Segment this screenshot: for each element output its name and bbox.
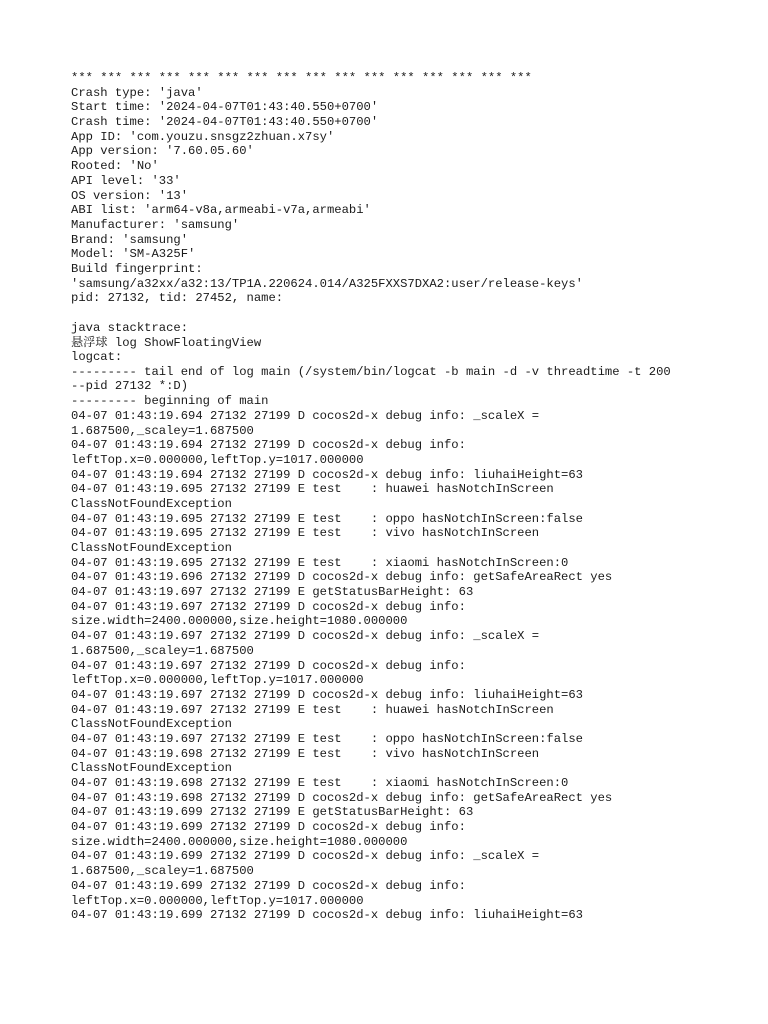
crash-header xyxy=(71,71,761,306)
header-line: App version: '7.60.05.60' xyxy=(71,144,254,159)
log-line: 04-07 01:43:19.698 27132 27199 E test : vivo hasNotchInScreen xyxy=(71,746,540,761)
header-line: App ID: 'com.youzu.snsgz2zhuan.x7sy' xyxy=(71,129,335,144)
log-line: 04-07 01:43:19.699 27132 27199 D cocos2d-x debug info: xyxy=(71,878,466,893)
log-line: 04-07 01:43:19.699 27132 27199 D cocos2d-x debug info: xyxy=(71,820,466,835)
log-line: leftTop.x=0.000000,leftTop.y=1017.000000 xyxy=(71,893,364,908)
log-line: 04-07 01:43:19.697 27132 27199 E test : oppo hasNotchInScreen:false xyxy=(71,731,583,746)
log-line: ClassNotFoundException xyxy=(71,541,232,555)
log-line: size.width=2400.000000,size.height=1080.000000 xyxy=(71,834,408,849)
log-line: 04-07 01:43:19.695 27132 27199 E test : oppo hasNotchInScreen:false xyxy=(71,511,583,526)
log-line: 04-07 01:43:19.694 27132 27199 D cocos2d-x debug info: _scaleX = xyxy=(71,408,540,423)
header-line: OS version: '13' xyxy=(71,188,189,203)
header-line: Build fingerprint: xyxy=(71,261,203,276)
stacktrace-first-line xyxy=(71,335,761,350)
log-line: ClassNotFoundException xyxy=(71,761,232,776)
log-line: leftTop.x=0.000000,leftTop.y=1017.000000 xyxy=(71,673,364,688)
log-line: 04-07 01:43:19.698 27132 27199 E test : xiaomi hasNotchInScreen:0 xyxy=(71,776,569,790)
log-line: 04-07 01:43:19.699 27132 27199 E getStatusBarHeight: 63 xyxy=(71,805,474,820)
log-line: 04-07 01:43:19.697 27132 27199 D cocos2d-x debug info: xyxy=(71,599,466,614)
log-line: --------- tail end of log main (/system/bin/logcat -b main -d -v threadtime -t 200 xyxy=(71,364,671,379)
log-line: 04-07 01:43:19.695 27132 27199 E test : xiaomi hasNotchInScreen:0 xyxy=(71,555,569,570)
log-line: 1.687500,_scaley=1.687500 xyxy=(71,864,254,879)
log-line: leftTop.x=0.000000,leftTop.y=1017.000000 xyxy=(71,452,364,467)
log-line: 04-07 01:43:19.697 27132 27199 E getStatusBarHeight: 63 xyxy=(71,585,474,600)
log-line: 04-07 01:43:19.696 27132 27199 D cocos2d-x debug info: getSafeAreaRect yes xyxy=(71,570,613,585)
stacktrace-heading: java stacktrace: xyxy=(71,320,189,335)
log-line: 04-07 01:43:19.697 27132 27199 D cocos2d-x debug info: liuhaiHeight=63 xyxy=(71,687,583,702)
header-line: Manufacturer: 'samsung' xyxy=(71,217,240,232)
log-line: size.width=2400.000000,size.height=1080.000000 xyxy=(71,614,408,629)
logcat-output xyxy=(71,365,761,923)
log-line: 04-07 01:43:19.697 27132 27199 D cocos2d-x debug info: _scaleX = xyxy=(71,629,540,644)
log-line: 04-07 01:43:19.694 27132 27199 D cocos2d-x debug info: liuhaiHeight=63 xyxy=(71,467,583,482)
header-line: API level: '33' xyxy=(71,173,181,188)
crash-log-document xyxy=(71,71,761,923)
log-line: --------- beginning of main xyxy=(71,394,269,409)
log-line: ClassNotFoundException xyxy=(71,496,232,511)
header-line: *** *** *** *** *** *** *** *** *** *** *** *** *** *** *** *** xyxy=(71,71,532,85)
header-line: Model: 'SM-A325F' xyxy=(71,247,196,262)
logcat-label: logcat: xyxy=(71,350,123,365)
log-line: 04-07 01:43:19.695 27132 27199 E test : vivo hasNotchInScreen xyxy=(71,526,540,541)
stacktrace-cjk-text: 悬浮球 xyxy=(71,335,108,350)
header-line: Rooted: 'No' xyxy=(71,159,159,174)
header-line: Start time: '2024-04-07T01:43:40.550+0700' xyxy=(71,100,379,115)
log-line: 04-07 01:43:19.699 27132 27199 D cocos2d-x debug info: liuhaiHeight=63 xyxy=(71,908,583,923)
log-line: 1.687500,_scaley=1.687500 xyxy=(71,643,254,658)
log-line: 04-07 01:43:19.695 27132 27199 E test : huawei hasNotchInScreen xyxy=(71,482,554,497)
log-line: ClassNotFoundException xyxy=(71,717,232,732)
blank-line xyxy=(71,306,761,321)
log-line: --pid 27132 *:D) xyxy=(71,379,189,394)
header-line: pid: 27132, tid: 27452, name: xyxy=(71,291,284,306)
header-line: 'samsung/a32xx/a32:13/TP1A.220624.014/A325FXXS7DXA2:user/release-keys' xyxy=(71,276,583,291)
header-line: Crash time: '2024-04-07T01:43:40.550+0700' xyxy=(71,115,379,130)
log-line: 1.687500,_scaley=1.687500 xyxy=(71,423,254,438)
log-line: 04-07 01:43:19.698 27132 27199 D cocos2d-x debug info: getSafeAreaRect yes xyxy=(71,790,613,805)
header-line: Crash type: 'java' xyxy=(71,85,203,100)
java-stacktrace-section xyxy=(71,321,761,365)
header-line: Brand: 'samsung' xyxy=(71,232,189,247)
log-line: 04-07 01:43:19.694 27132 27199 D cocos2d-x debug info: xyxy=(71,438,466,453)
log-line: 04-07 01:43:19.697 27132 27199 D cocos2d-x debug info: xyxy=(71,658,466,673)
log-line: 04-07 01:43:19.697 27132 27199 E test : huawei hasNotchInScreen xyxy=(71,702,554,717)
header-line: ABI list: 'arm64-v8a,armeabi-v7a,armeabi' xyxy=(71,203,371,218)
log-line: 04-07 01:43:19.699 27132 27199 D cocos2d-x debug info: _scaleX = xyxy=(71,849,540,864)
stacktrace-first-line-rest: log ShowFloatingView xyxy=(114,336,262,351)
